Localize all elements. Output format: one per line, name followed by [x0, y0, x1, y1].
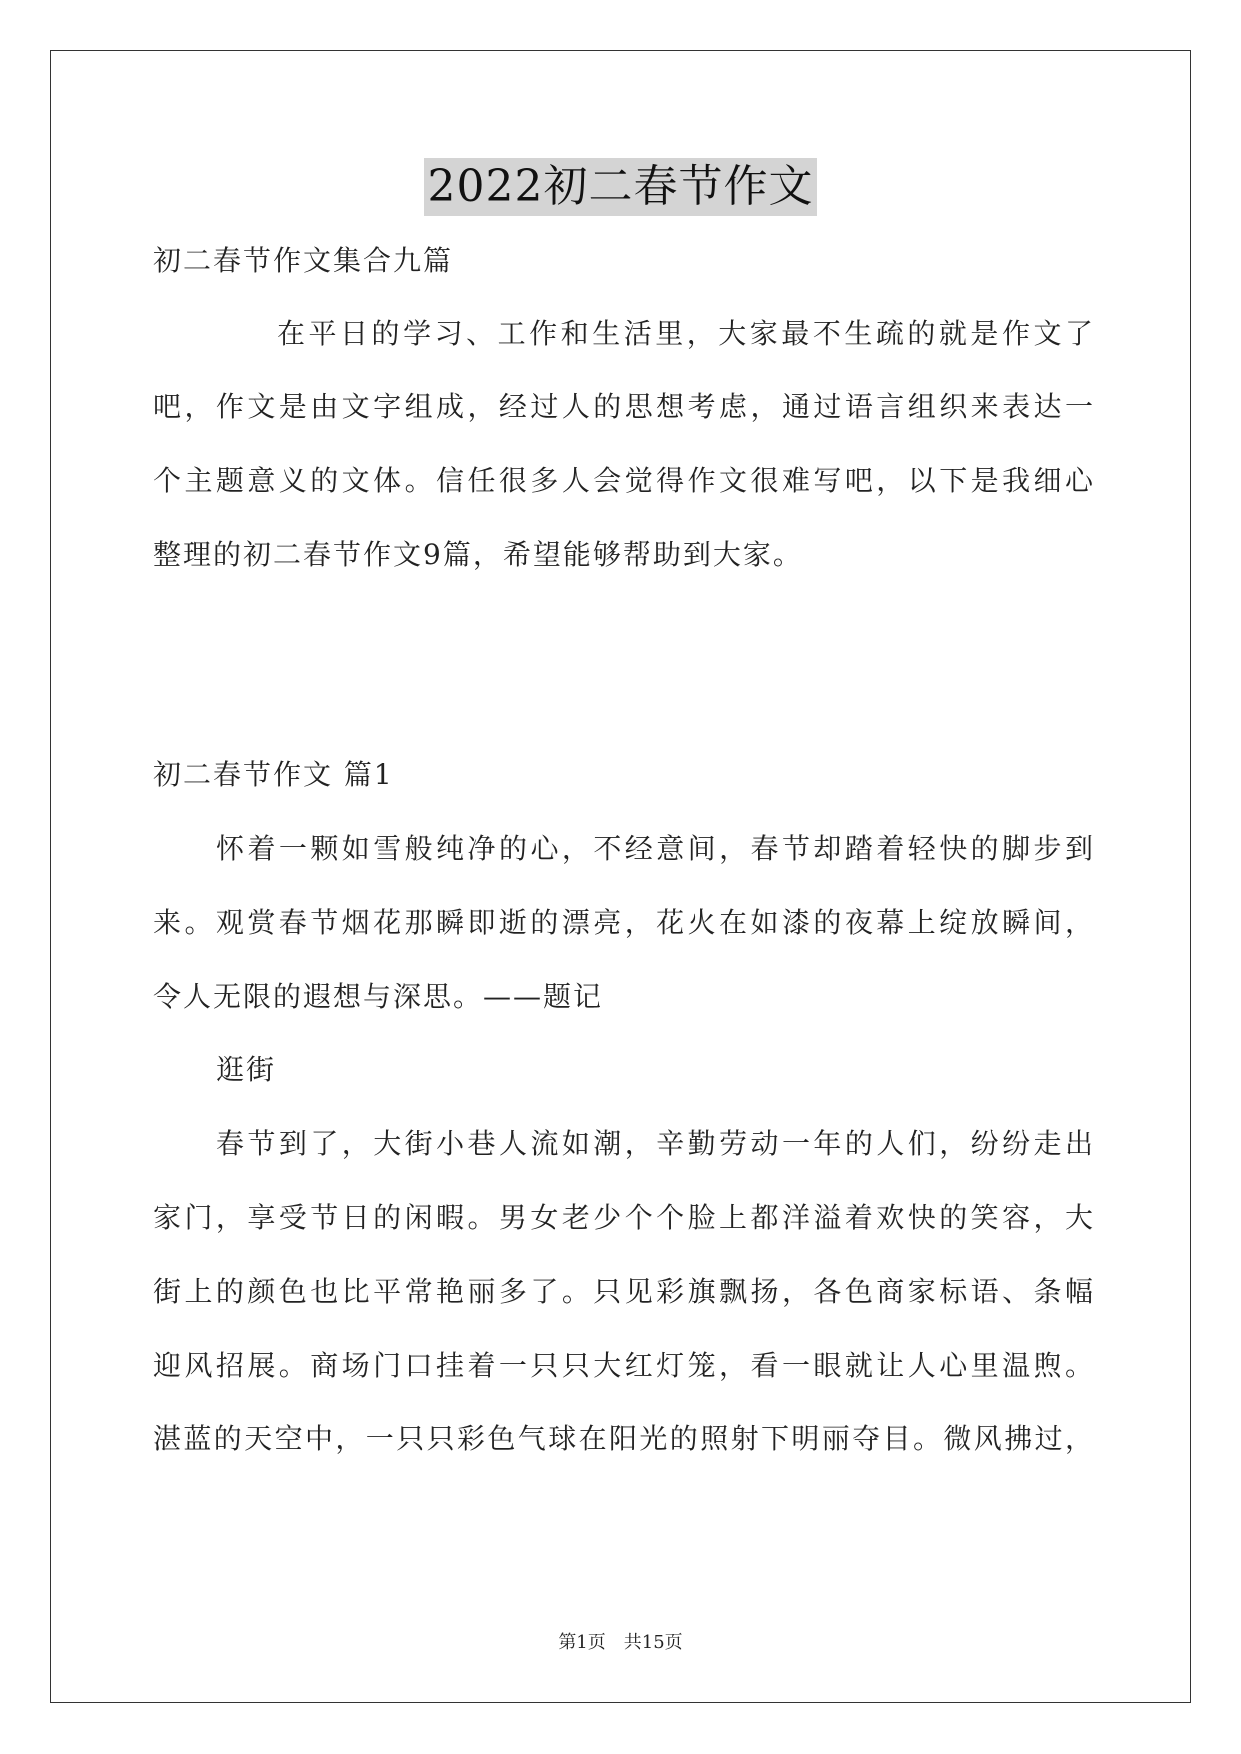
- page-number-total: 共15页: [623, 1632, 683, 1653]
- intro-line-4: 整理的初二春节作文9篇，希望能够帮助到大家。: [153, 538, 803, 571]
- section-line-5: 春节到了，大街小巷人流如潮，辛勤劳动一年的人们，纷纷走出: [216, 1127, 1093, 1160]
- page-footer: [0, 1631, 1241, 1655]
- intro-line-1: 在平日的学习、工作和生活里，大家最不生疏的就是作文了: [277, 317, 1093, 350]
- title-container: [0, 158, 1241, 216]
- intro-line-2: 吧，作文是由文字组成，经过人的思想考虑，通过语言组织来表达一: [153, 390, 1093, 423]
- section-line-2: 来。观赏春节烟花那瞬即逝的漂亮，花火在如漆的夜幕上绽放瞬间，: [153, 906, 1093, 939]
- section-line-8: 迎风招展。商场门口挂着一只只大红灯笼，看一眼就让人心里温煦。: [153, 1349, 1093, 1382]
- section-line-9: 湛蓝的天空中，一只只彩色气球在阳光的照射下明丽夺目。微风拂过，: [153, 1422, 1093, 1455]
- section-line-3: 令人无限的遐想与深思。——题记: [153, 980, 604, 1013]
- subheading-guangjie: 逛街: [216, 1053, 277, 1086]
- document-subtitle: 初二春节作文集合九篇: [153, 244, 454, 277]
- section-line-7: 街上的颜色也比平常艳丽多了。只见彩旗飘扬，各色商家标语、条幅: [153, 1275, 1093, 1308]
- document-title: 2022初二春节作文: [424, 158, 818, 216]
- section-line-1: 怀着一颗如雪般纯净的心，不经意间，春节却踏着轻快的脚步到: [216, 832, 1093, 865]
- section-heading: 初二春节作文 篇1: [153, 758, 394, 791]
- page-number-current: 第1页: [558, 1632, 606, 1653]
- intro-line-3: 个主题意义的文体。信任很多人会觉得作文很难写吧，以下是我细心: [153, 464, 1093, 497]
- section-line-6: 家门，享受节日的闲暇。男女老少个个脸上都洋溢着欢快的笑容，大: [153, 1201, 1093, 1234]
